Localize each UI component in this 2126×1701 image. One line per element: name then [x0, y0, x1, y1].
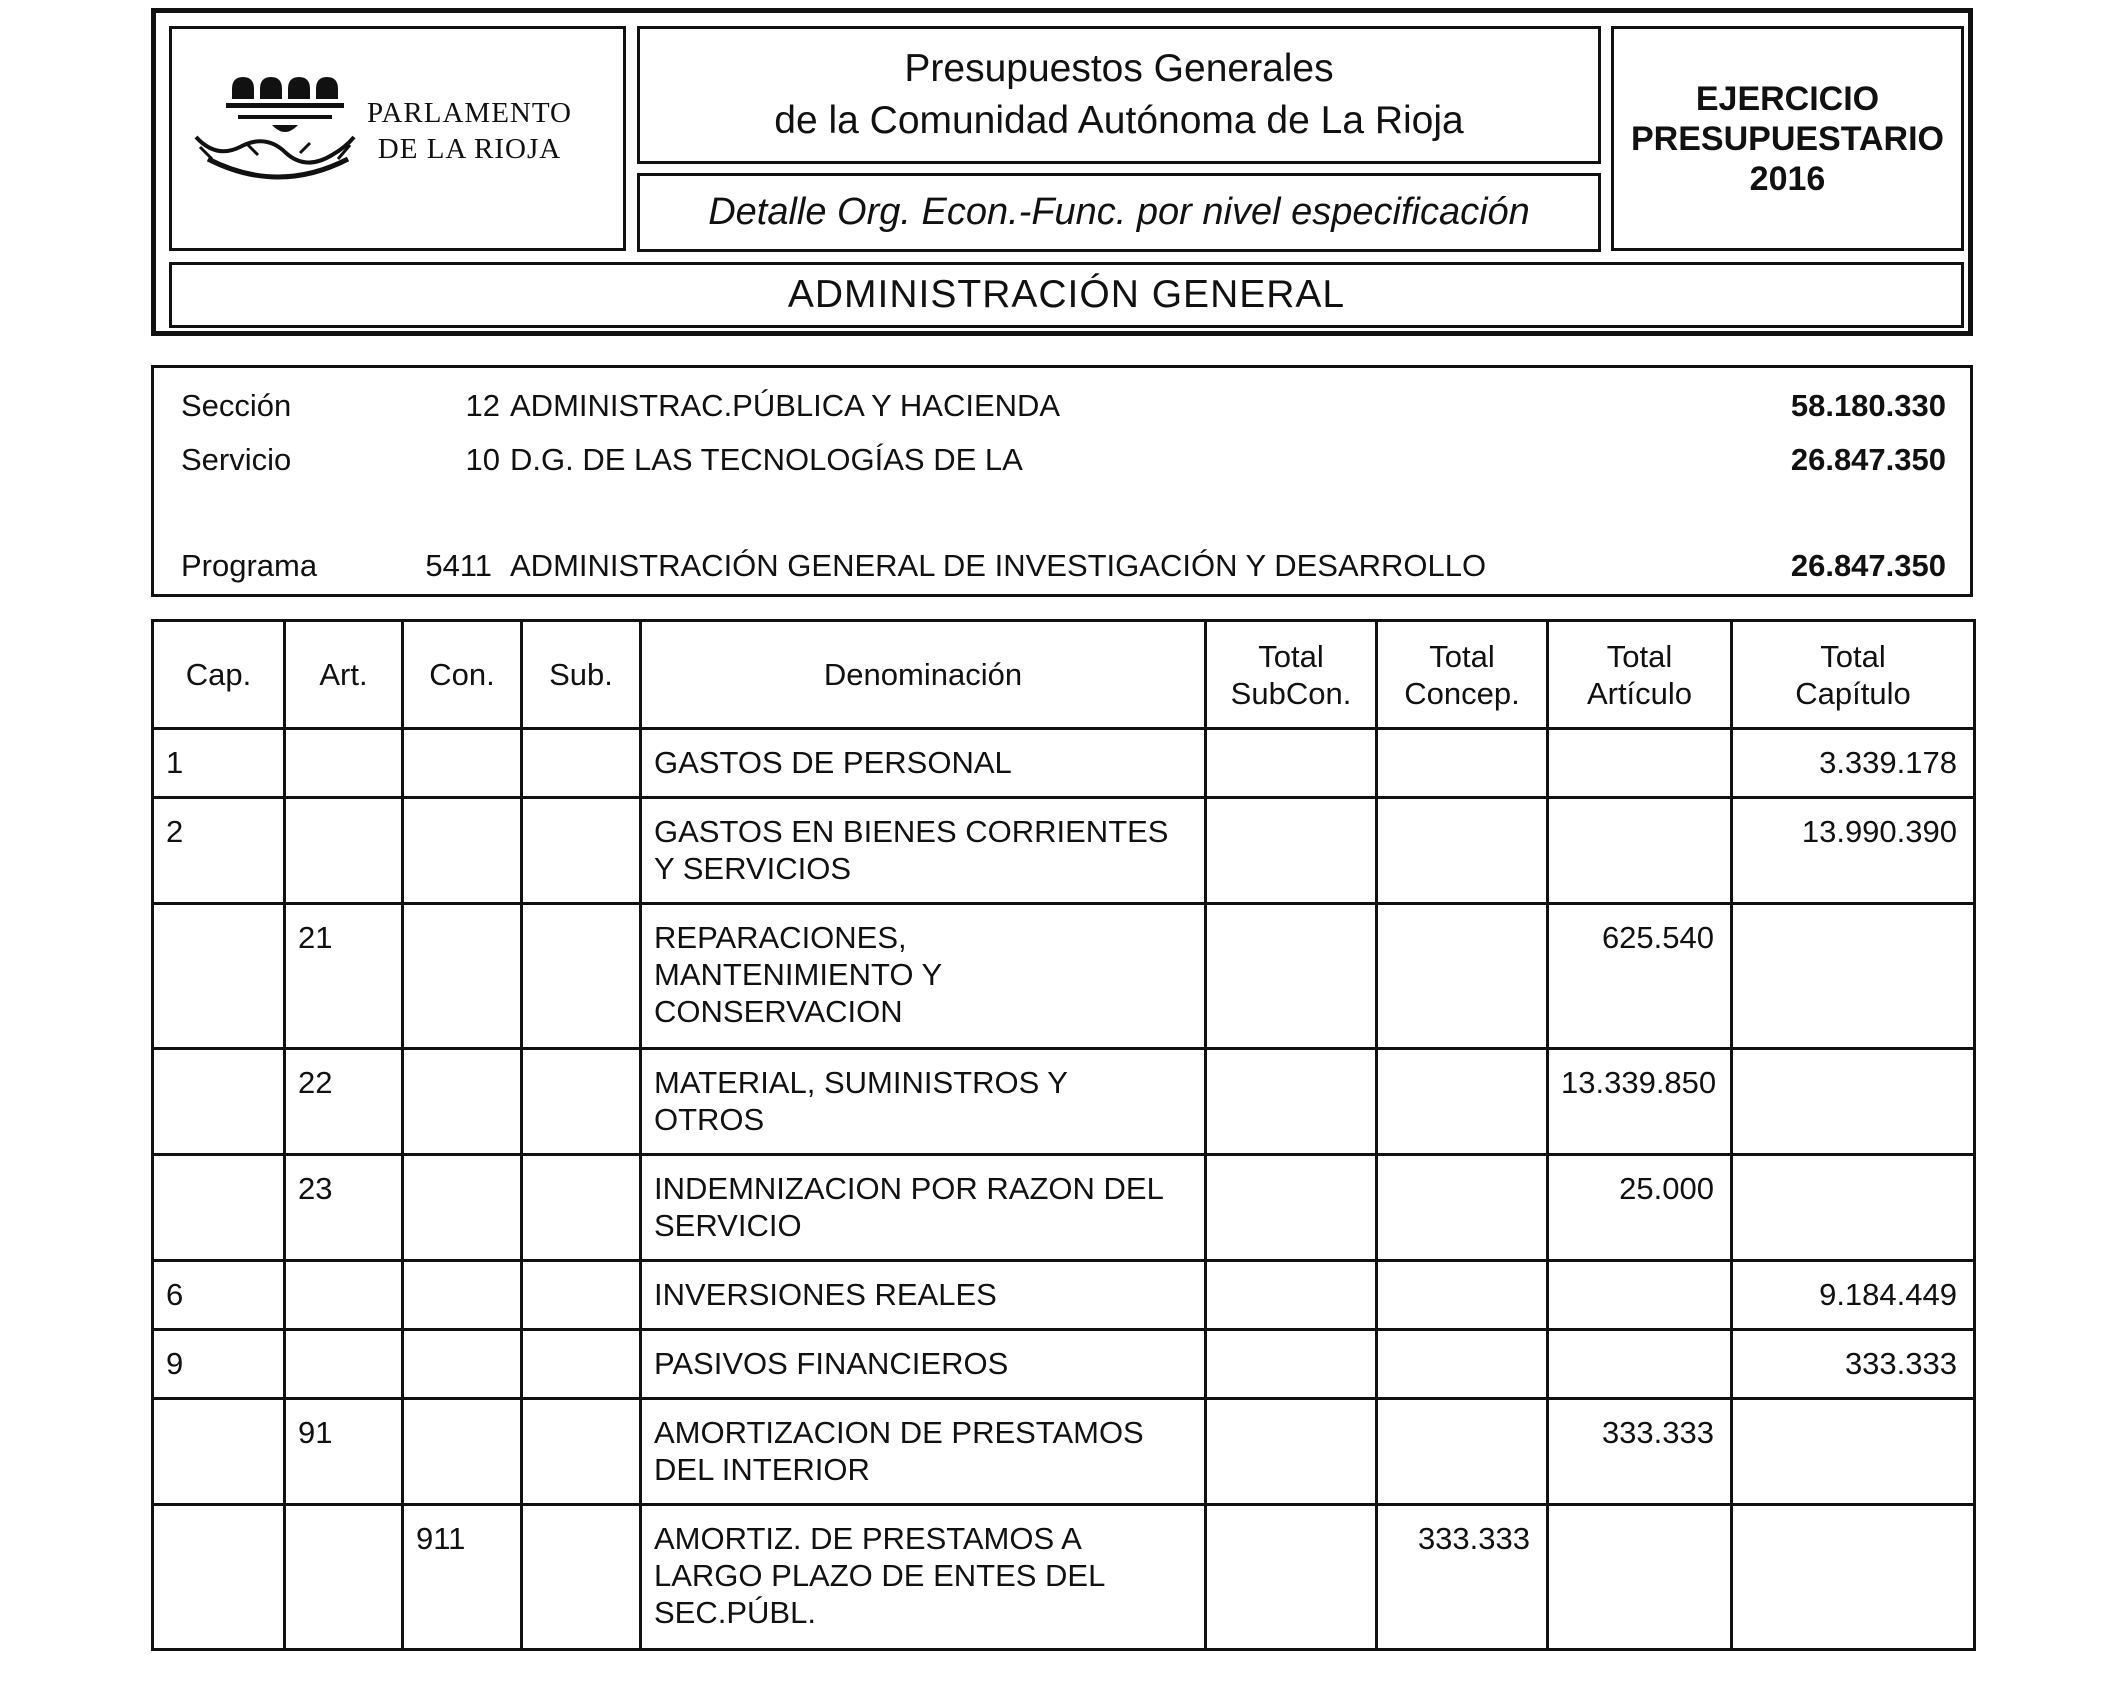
cell-con: [403, 1399, 522, 1505]
table-row: [153, 1330, 1975, 1399]
document-title: [637, 26, 1601, 164]
denominacion-line: INVERSIONES REALES: [654, 1277, 997, 1312]
cell-art: 21: [285, 904, 403, 1049]
table-row: [153, 1505, 1975, 1650]
cell-total-articulo: 625.540: [1548, 904, 1732, 1049]
table-row: [153, 729, 1975, 798]
cell-total-concep: 333.333: [1377, 1505, 1548, 1650]
cell-total-capitulo: 9.184.449: [1732, 1261, 1975, 1330]
budget-info-box: [151, 365, 1973, 597]
cell-total-subcon: [1206, 1399, 1377, 1505]
cell-cap: [153, 1399, 285, 1505]
cell-cap: 6: [153, 1261, 285, 1330]
fiscal-year: [1611, 26, 1964, 251]
parliament-name: [367, 95, 572, 167]
cell-sub: [522, 904, 641, 1049]
header-total-capitulo-l2: Capítulo: [1795, 675, 1911, 711]
cell-total-capitulo: 333.333: [1732, 1330, 1975, 1399]
cell-sub: [522, 1399, 641, 1505]
cell-cap: [153, 1049, 285, 1155]
denominacion-line: REPARACIONES,: [654, 920, 907, 955]
header-total-subcon: [1206, 621, 1377, 729]
cell-con: [403, 729, 522, 798]
cell-total-articulo: [1548, 1505, 1732, 1650]
cell-art: 22: [285, 1049, 403, 1155]
cell-denominacion: [641, 1049, 1206, 1155]
seccion-row: [154, 388, 1970, 428]
cell-total-articulo: [1548, 729, 1732, 798]
servicio-label: Servicio: [181, 442, 292, 477]
servicio-amount: 26.847.350: [1790, 442, 1946, 477]
header-total-subcon-l2: SubCon.: [1230, 675, 1352, 711]
cell-total-subcon: [1206, 1261, 1377, 1330]
cell-art: [285, 798, 403, 904]
seccion-name: ADMINISTRAC.PÚBLICA Y HACIENDA: [510, 388, 1061, 423]
cell-sub: [522, 1261, 641, 1330]
denominacion-line: PASIVOS FINANCIEROS: [654, 1346, 1009, 1381]
header-total-concep-l2: Concep.: [1404, 675, 1520, 711]
document-header: [151, 8, 1973, 336]
programa-amount: 26.847.350: [1790, 548, 1946, 583]
cell-total-subcon: [1206, 1505, 1377, 1650]
header-total-concep: [1377, 621, 1548, 729]
cell-total-capitulo: 3.339.178: [1732, 729, 1975, 798]
servicio-row: [154, 442, 1970, 482]
denominacion-line: AMORTIZ. DE PRESTAMOS A: [654, 1521, 1082, 1556]
cell-denominacion: [641, 1261, 1206, 1330]
cell-cap: [153, 904, 285, 1049]
cell-sub: [522, 729, 641, 798]
cell-total-articulo: [1548, 1261, 1732, 1330]
table-row: [153, 1261, 1975, 1330]
header-total-capitulo: [1732, 621, 1975, 729]
cell-cap: 9: [153, 1330, 285, 1399]
denominacion-line: OTROS: [654, 1102, 765, 1137]
header-total-articulo: [1548, 621, 1732, 729]
programa-row: [154, 548, 1970, 588]
denominacion-line: CONSERVACION: [654, 994, 903, 1029]
cell-denominacion: [641, 1155, 1206, 1261]
cell-art: 23: [285, 1155, 403, 1261]
cell-con: [403, 1155, 522, 1261]
cell-sub: [522, 1330, 641, 1399]
cell-total-subcon: [1206, 1330, 1377, 1399]
fiscal-year-line2: PRESUPUESTARIO: [1631, 119, 1944, 158]
cell-con: [403, 1330, 522, 1399]
cell-total-concep: [1377, 1261, 1548, 1330]
cell-cap: [153, 1505, 285, 1650]
header-art: Art.: [285, 621, 403, 729]
cell-total-concep: [1377, 729, 1548, 798]
table-header-row: [153, 621, 1975, 729]
cell-total-capitulo: [1732, 1505, 1975, 1650]
cell-total-articulo: [1548, 1330, 1732, 1399]
denominacion-line: INDEMNIZACION POR RAZON DEL: [654, 1171, 1164, 1206]
cell-denominacion: [641, 1330, 1206, 1399]
cell-total-capitulo: [1732, 1049, 1975, 1155]
cell-total-concep: [1377, 904, 1548, 1049]
cell-total-subcon: [1206, 904, 1377, 1049]
header-total-subcon-l1: Total: [1258, 638, 1324, 674]
denominacion-line: SEC.PÚBL.: [654, 1595, 816, 1630]
table-row: [153, 1399, 1975, 1505]
cell-denominacion: [641, 1505, 1206, 1650]
cell-denominacion: [641, 729, 1206, 798]
denominacion-line: GASTOS DE PERSONAL: [654, 745, 1012, 780]
fiscal-year-value: 2016: [1749, 159, 1826, 198]
header-total-articulo-l1: Total: [1606, 638, 1673, 674]
denominacion-line: DEL INTERIOR: [654, 1452, 870, 1487]
denominacion-line: SERVICIO: [654, 1208, 802, 1243]
budget-table: [151, 619, 1976, 1651]
cell-total-articulo: [1548, 798, 1732, 904]
cell-total-capitulo: [1732, 1155, 1975, 1261]
servicio-name: D.G. DE LAS TECNOLOGÍAS DE LA: [510, 442, 1023, 477]
cell-art: [285, 1330, 403, 1399]
cell-total-articulo: 13.339.850: [1548, 1049, 1732, 1155]
parliament-name-line2: DE LA RIOJA: [377, 133, 562, 165]
denominacion-line: AMORTIZACION DE PRESTAMOS: [654, 1415, 1144, 1450]
seccion-label: Sección: [181, 388, 292, 423]
servicio-code: 10: [465, 442, 500, 477]
table-body: [153, 729, 1975, 1650]
cell-art: [285, 1505, 403, 1650]
header-total-capitulo-l1: Total: [1820, 638, 1886, 674]
seccion-code: 12: [465, 388, 500, 423]
denominacion-line: MANTENIMIENTO Y: [654, 957, 943, 992]
header-total-concep-l1: Total: [1429, 638, 1495, 674]
cell-con: [403, 1261, 522, 1330]
denominacion-line: LARGO PLAZO DE ENTES DEL: [654, 1558, 1106, 1593]
table-row: [153, 1155, 1975, 1261]
section-title: ADMINISTRACIÓN GENERAL: [169, 262, 1964, 328]
header-sub: Sub.: [522, 621, 641, 729]
cell-total-subcon: [1206, 1049, 1377, 1155]
cell-total-subcon: [1206, 1155, 1377, 1261]
header-con: Con.: [403, 621, 522, 729]
parliament-logo-box: [169, 26, 626, 251]
cell-art: [285, 729, 403, 798]
parliament-name-line1: PARLAMENTO: [367, 97, 572, 129]
cell-total-capitulo: [1732, 904, 1975, 1049]
cell-denominacion: [641, 904, 1206, 1049]
cell-con: [403, 1049, 522, 1155]
table-row: [153, 1049, 1975, 1155]
denominacion-line: Y SERVICIOS: [654, 851, 851, 886]
cell-total-articulo: 25.000: [1548, 1155, 1732, 1261]
table-row: [153, 904, 1975, 1049]
title-line1: Presupuestos Generales: [904, 47, 1334, 90]
cell-total-concep: [1377, 1330, 1548, 1399]
cell-total-concep: [1377, 1399, 1548, 1505]
cell-total-capitulo: 13.990.390: [1732, 798, 1975, 904]
cell-total-subcon: [1206, 798, 1377, 904]
cell-con: 911: [403, 1505, 522, 1650]
cell-total-articulo: 333.333: [1548, 1399, 1732, 1505]
programa-code: 5411: [425, 548, 492, 583]
denominacion-line: GASTOS EN BIENES CORRIENTES: [654, 814, 1169, 849]
parliament-crest-icon: [190, 67, 362, 187]
programa-label: Programa: [181, 548, 318, 583]
programa-name: ADMINISTRACIÓN GENERAL DE INVESTIGACIÓN Y DESARROLLO: [510, 548, 1487, 583]
cell-con: [403, 798, 522, 904]
header-cap: Cap.: [153, 621, 285, 729]
cell-cap: 1: [153, 729, 285, 798]
cell-art: [285, 1261, 403, 1330]
cell-denominacion: [641, 1399, 1206, 1505]
table-row: [153, 798, 1975, 904]
cell-cap: 2: [153, 798, 285, 904]
cell-sub: [522, 1505, 641, 1650]
document-subtitle: Detalle Org. Econ.-Func. por nivel especificación: [637, 173, 1601, 252]
fiscal-year-line1: EJERCICIO: [1695, 79, 1880, 118]
cell-total-concep: [1377, 1155, 1548, 1261]
cell-art: 91: [285, 1399, 403, 1505]
header-denominacion: Denominación: [641, 621, 1206, 729]
title-line2: de la Comunidad Autónoma de La Rioja: [774, 99, 1464, 142]
cell-con: [403, 904, 522, 1049]
cell-sub: [522, 798, 641, 904]
header-total-articulo-l2: Artículo: [1586, 675, 1693, 711]
cell-total-concep: [1377, 1049, 1548, 1155]
cell-sub: [522, 1155, 641, 1261]
cell-total-capitulo: [1732, 1399, 1975, 1505]
seccion-amount: 58.180.330: [1790, 388, 1946, 423]
cell-denominacion: [641, 798, 1206, 904]
denominacion-line: MATERIAL, SUMINISTROS Y: [654, 1065, 1068, 1100]
cell-total-concep: [1377, 798, 1548, 904]
cell-cap: [153, 1155, 285, 1261]
cell-sub: [522, 1049, 641, 1155]
cell-total-subcon: [1206, 729, 1377, 798]
